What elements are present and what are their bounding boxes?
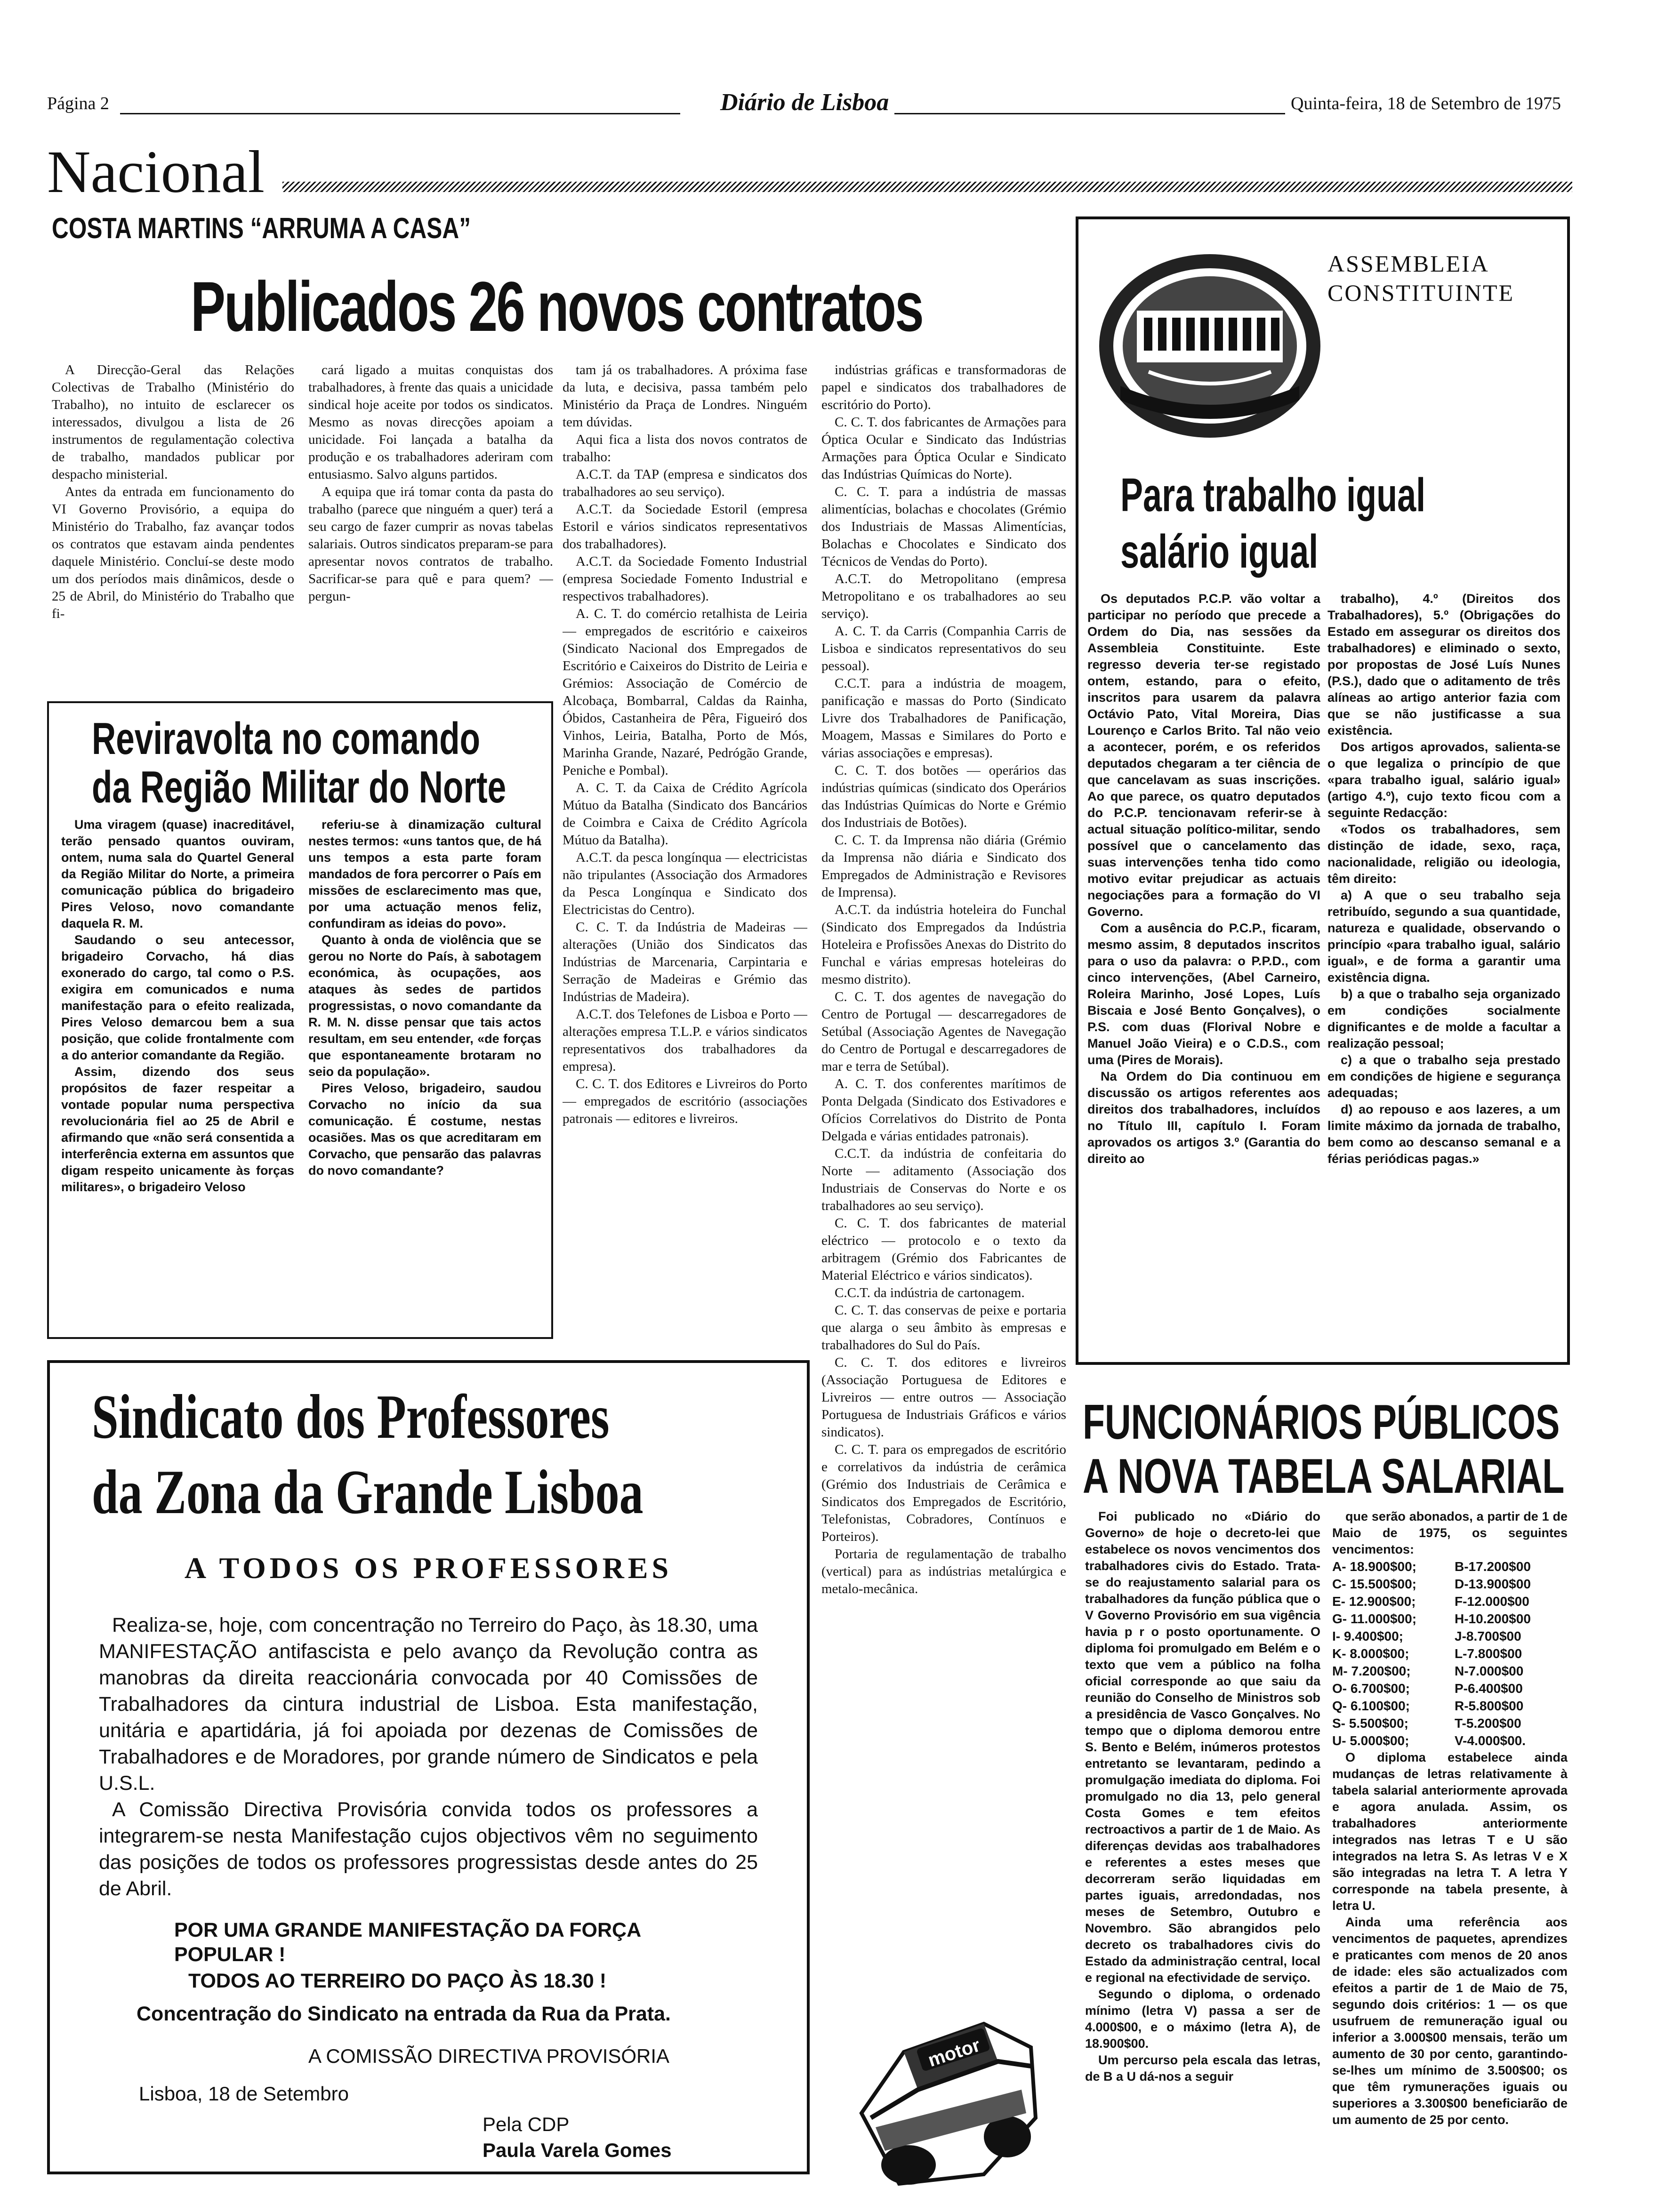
paragraph: que serão abonados, a partir de 1 de Maio de 1975, os seguintes vencimentos:	[1332, 1509, 1568, 1556]
paragraph: referiu-se à dinamização cultural nestes termos: «uns tantos que, de há uns tempos a esta parte foram mandados de fora percorrer o País em missões de esclarecimento mas que, por uma actuação menos feliz, confundiram as ideias do povo».	[308, 817, 541, 930]
lead-headline: Publicados 26 novos contratos	[191, 267, 923, 346]
assembleia-col-1	[1087, 591, 1320, 1353]
salary-cell: H-10.200$00	[1455, 1611, 1531, 1626]
paragraph: A Comissão Directiva Provisória convida todos os professores a integrarem-se nesta Manifestação cujos objectivos vêm no seguimento das posições de todos os professores progressistas desde antes do 25 de Abril.	[99, 1798, 758, 1900]
paragraph: Uma viragem (quase) inacreditável, terão pensado quantos ouviram, ontem, numa sala do Quartel General da Região Militar do Norte, a primeira comunicação pública do brigadeiro Pires Veloso, novo comandante daquela R. M.	[61, 817, 294, 930]
paragraph: C. C. T. dos fabricantes de material eléctrico — protocolo e o texto da arbitragem (Grémio dos Fabricantes de Material Eléctrico e vários sindicatos).	[821, 1216, 1066, 1283]
paragraph: A.C.T. da Sociedade Fomento Industrial (empresa Sociedade Fomento Industrial e respectivos trabalhadores).	[563, 554, 807, 604]
paragraph: Segundo o diploma, o ordenado mínimo (letra V) passa a ser de 4.000$00, e o máximo (letra A), de 18.900$00.	[1085, 1987, 1320, 2051]
paragraph: C. C. T. da Imprensa não diária (Grémio da Imprensa não diária e Sindicato dos Empregados de Administração e Revisores de Imprensa).	[821, 833, 1066, 900]
sindicato-title-1: Sindicato dos Professores	[92, 1382, 610, 1451]
paragraph: d) ao repouso e aos lazeres, a um limite máximo da jornada de trabalho, bem como ao descanso semanal e a férias periódicas pagas.»	[1327, 1102, 1560, 1166]
salary-cell: R-5.800$00	[1455, 1699, 1524, 1713]
paragraph: O diploma estabelece ainda mudanças de letras relativamente à tabela salarial anteriormente aprovada e agora anulada. Assim, os trabalhadores anteriormente integrados nas letras T e U são integrados na letra S. As letras V e X são integradas na letra T. A letra Y corresponde na tabela presente, à letra U.	[1332, 1750, 1568, 1913]
salary-cell: G- 11.000$00;	[1332, 1611, 1417, 1626]
section-title: Nacional	[47, 138, 265, 205]
assembleia-chamber-illustration	[1092, 245, 1327, 447]
assembleia-logo-line-2: CONSTITUINTE	[1327, 280, 1515, 306]
paragraph: A.C.T. dos Telefones de Lisboa e Porto — alterações empresa T.L.P. e vários sindicatos representativos dos trabalhadores da empresa).	[563, 1007, 807, 1074]
masthead-title: Diário de Lisboa	[720, 89, 889, 116]
paragraph: C. C. T. dos agentes de navegação do Centro de Portugal — descarregadores de Setúbal (Associação Agentes de Navegação do Centro de Portugal e descarregadores de mar e terra de Setúbal).	[821, 989, 1066, 1074]
page-number: Página 2	[47, 94, 109, 113]
paragraph: Com a ausência do P.C.P., ficaram, mesmo assim, 8 deputados inscritos para o uso da palavra: o P.P.D., com cinco intervenções, (Abel Carneiro, Roleira Marinho, José Lopes, Luís Biscaia e José Bento Gonçalves), o P.S. com duas (Florival Nobre e Manuel João Vieira) e o C.D.S., com uma (Pires de Morais).	[1087, 921, 1320, 1067]
paragraph: C.C.T. da indústria de confeitaria do Norte — aditamento (Associação dos Industriais de Conservas do Norte e os trabalhadores ao seu serviço).	[821, 1146, 1066, 1213]
paragraph: C. C. T. dos botões — operários das indústrias químicas (sindicato dos Operários das Indústrias Químicas do Norte e Grémio dos Industriais de Botões).	[821, 763, 1066, 830]
paragraph: C. C. T. para os empregados de escritório e correlativos da indústria de cerâmica (Grémio dos Industriais de Cerâmica e Sindicatos dos Empregados de Escritório, Telefonistas, Cobradores, Contínuos e Porteiros).	[821, 1442, 1066, 1544]
funcionarios-headline-1: FUNCIONÁRIOS PÚBLICOS	[1083, 1395, 1560, 1450]
salary-cell: P-6.400$00	[1455, 1681, 1523, 1696]
norte-headline-2: da Região Militar do Norte	[92, 762, 507, 812]
funcionarios-headline-2: A NOVA TABELA SALARIAL	[1083, 1449, 1565, 1504]
salary-cell: A- 18.900$00;	[1332, 1559, 1417, 1574]
paragraph: Na Ordem do Dia continuou em discussão os artigos referentes aos direitos dos trabalhadores, incluídos no Título III, capítulo I. Foram aprovados os artigos 3.º (Garantia do direito ao	[1087, 1069, 1320, 1166]
assembleia-logo-line-1: ASSEMBLEIA	[1327, 250, 1489, 277]
paragraph: A.C.T. da indústria hoteleira do Funchal (Sindicato dos Empregados da Indústria Hoteleira e Profissões Anexas do Distrito do Funchal e várias empresas hoteleiras do mesmo distrito).	[821, 902, 1066, 987]
funcionarios-col-1	[1085, 1508, 1320, 2210]
paragraph: Pires Veloso, brigadeiro, saudou Corvacho no início da sua comunicação. É costume, nestas ocasiões. Mas os que acreditaram em Corvacho, que pensarão das palavras do novo comandante?	[308, 1081, 541, 1178]
paragraph: «Todos os trabalhadores, sem distinção de idade, sexo, raça, nacionalidade, religião ou ideologia, têm direito:	[1327, 822, 1560, 886]
paragraph: c) a que o trabalho seja prestado em condições de higiene e segurança adequadas;	[1327, 1053, 1560, 1100]
paragraph: Saudando o seu antecessor, brigadeiro Corvacho, há dias exonerado do cargo, tal como o P.S. exigira em comunicados e numa manifestação para o efeito realizada, Pires Veloso demarcou bem a sua posição, que colide frontalmente com a do anterior comandante da Região.	[61, 933, 294, 1062]
assembleia-col-2	[1327, 591, 1560, 1353]
salary-table	[1332, 1558, 1568, 1749]
lead-col-2	[308, 361, 553, 686]
masthead-rule-left	[120, 113, 680, 114]
sindicato-slogan-1: POR UMA GRANDE MANIFESTAÇÃO DA FORÇA POPULAR !	[174, 1919, 641, 1966]
norte-headline-1: Reviravolta no comando	[92, 713, 481, 764]
paragraph: b) a que o trabalho seja organizado em condições socialmente dignificantes e de molde a facultar a realização pessoal;	[1327, 987, 1560, 1050]
paragraph: A.C.T. do Metropolitano (empresa Metropolitano e os trabalhadores ao seu serviço).	[821, 571, 1066, 621]
salary-cell: O- 6.700$00;	[1332, 1681, 1410, 1696]
paragraph: Realiza-se, hoje, com concentração no Terreiro do Paço, às 18.30, uma MANIFESTAÇÃO antifascista e pelo avanço da Revolução contra as manobras da direita reaccionária convocada por 40 Comissões de Trabalhadores da cintura industrial de Lisboa. Esta manifestação, unitária e apartidária, já foi apoiada por dezenas de Comissões de Trabalhadores e de Moradores, por grande número de Sindicatos e pela U.S.L.	[99, 1614, 758, 1795]
sindicato-signoff: A COMISSÃO DIRECTIVA PROVISÓRIA	[308, 2045, 670, 2067]
salary-cell: Q- 6.100$00;	[1332, 1699, 1410, 1713]
lead-col-4	[821, 361, 1066, 2056]
masthead-date: Quinta-feira, 18 de Setembro de 1975	[1291, 94, 1561, 113]
paragraph: C.C.T. para a indústria de moagem, panificação e massas do Porto (Sindicato Livre dos Trabalhadores de Panificação, Moagem, Massas e Similares do Porto e várias associações e empresas).	[821, 676, 1066, 761]
salary-cell: U- 5.000$00;	[1332, 1733, 1409, 1748]
salary-cell: F-12.000$00	[1455, 1594, 1529, 1609]
salary-cell: S- 5.500$00;	[1332, 1716, 1408, 1731]
norte-col-2	[308, 817, 541, 1330]
paragraph: C. C. T. da Indústria de Madeiras — alterações (União dos Sindicatos das Indústrias de Marcenaria, Carpintaria e Serração de Madeiras e Grémio das Indústrias de Madeira).	[563, 920, 807, 1004]
sindicato-place-date: Lisboa, 18 de Setembro	[139, 2083, 349, 2105]
sindicato-body	[99, 1612, 758, 1904]
section-hatch-bar	[282, 182, 1572, 192]
sindicato-slogan-3: Concentração do Sindicato na entrada da Rua da Prata.	[137, 2003, 671, 2025]
masthead-rule-right	[894, 113, 1285, 114]
sindicato-name: Paula Varela Gomes	[483, 2139, 672, 2161]
paragraph: Ainda uma referência aos vencimentos de paquetes, aprendizes e praticantes com menos de 20 anos de idade: eles são actualizados com efeitos a partir de 1 de Maio de 75, segundo dois critérios: 1 — os que usufruem de remuneração igual ou inferior a 3.000$00 mensais, terão um aumento de 30 por cento, garantindo-se-lhes um mínimo de 3.500$00; os que têm rymunerações iguais ou superiores a 3.300$00 beneficiarão de um aumento de 25 por cento.	[1332, 1915, 1568, 2127]
salary-cell: M- 7.200$00;	[1332, 1664, 1411, 1678]
sindicato-subtitle: A TODOS OS PROFESSORES	[184, 1551, 673, 1585]
funcionarios-col-2	[1332, 1508, 1568, 2210]
paragraph: A. C. T. do comércio retalhista de Leiria — empregados de escritório e caixeiros (Sindicato Nacional dos Empregados de Escritório e Caixeiros do Distrito de Leiria e Grémios: Associação de Comércio de Alcobaça, Bombarral, Caldas da Rainha, Óbidos, Castanheira de Pêra, Figueiró dos Vinhos, Leiria, Batalha, Porto de Mós, Marinha Grande, Nazaré, Pedrógão Grande, Peniche e Pombal).	[563, 606, 807, 778]
paragraph: indústrias gráficas e transformadoras de papel e sindicatos dos trabalhadores de escritório do Porto).	[821, 362, 1066, 412]
paragraph: Assim, dizendo dos seus propósitos de fazer respeitar a vontade popular numa perspectiva revolucionária fiel ao 25 de Abril e afirmando que «não será consentida a interferência externa em assuntos que digam respeito unicamente às forças militares», o brigadeiro Veloso	[61, 1065, 294, 1194]
paragraph: C. C. T. para a indústria de massas alimentícias, bolachas e chocolates (Grémio dos Industriais de Massas Alimentícias, Bolachas e Chocolates e Sindicato dos Técnicos de Vendas do Porto).	[821, 484, 1066, 569]
salary-cell: N-7.000$00	[1455, 1664, 1524, 1678]
paragraph: Quanto à onda de violência que se gerou no Norte do País, à sabotagem económica, às ocupações, aos ataques às sedes de partidos progressistas, o novo comandante da R. M. N. disse pensar que tais actos resultam, em seu entender, «de forças que espontaneamente brotaram no seio da população».	[308, 933, 541, 1079]
salary-cell: E- 12.900$00;	[1332, 1594, 1416, 1609]
paragraph: Antes da entrada em funcionamento do VI Governo Provisório, a equipa do Ministério do Trabalho, faz avançar todos os contratos que estavam ainda pendentes daquele Ministério. Concluí-se deste modo um dos períodos mais dinâmicos, desde o 25 de Abril, do Ministério do Trabalho que fi-	[52, 484, 294, 621]
paragraph: Portaria de regulamentação de trabalho (vertical) para as indústrias metalúrgica e metalo-mecânica.	[821, 1547, 1066, 1596]
paragraph: A. C. T. da Caixa de Crédito Agrícola Mútuo da Batalha (Sindicato dos Bancários de Coimbra e Caixa de Crédito Agrícola Mútuo da Batalha).	[563, 780, 807, 848]
salary-cell: V-4.000$00.	[1455, 1733, 1526, 1748]
lead-col-3	[563, 361, 807, 1345]
paragraph: A. C. T. da Carris (Companhia Carris de Lisboa e sindicatos representativos do seu pessoal).	[821, 624, 1066, 673]
paragraph: C. C. T. dos fabricantes de Armações para Óptica Ocular e Sindicato das Indústrias Armações para Óptica Ocular e Sindicato das Indústrias Químicas do Norte).	[821, 415, 1066, 482]
lead-col-1	[52, 361, 294, 686]
paragraph: C. C. T. dos editores e livreiros (Associação Portuguesa de Editores e Livreiros — entre outros — Associação Portuguesa de Industriais Gráficos e vários sindicatos).	[821, 1355, 1066, 1440]
motor-car-illustration	[843, 1996, 1050, 2198]
salary-cell: J-8.700$00	[1455, 1629, 1521, 1643]
paragraph: A.C.T. da Sociedade Estoril (empresa Estoril e vários sindicatos representativos dos trabalhadores).	[563, 502, 807, 552]
assembleia-headline-2: salário igual	[1120, 525, 1319, 578]
paragraph: C. C. T. das conservas de peixe e portaria que alarga o seu âmbito às empresas e trabalhadores do Sul do País.	[821, 1303, 1066, 1353]
paragraph: tam já os trabalhadores. A próxima fase da luta, e decisiva, passa também pelo Ministério da Praça de Londres. Ninguém tem dúvidas.	[563, 362, 807, 430]
paragraph: a) A que o seu trabalho seja retribuído, segundo a sua quantidade, natureza e qualidade, observando o princípio «para trabalho igual, salário igual», e de forma a garantir uma existência digna.	[1327, 888, 1560, 985]
salary-cell: T-5.200$00	[1455, 1716, 1521, 1731]
sindicato-slogan-2: TODOS AO TERREIRO DO PAÇO ÀS 18.30 !	[188, 1970, 607, 1992]
motor-brand-text: motor	[925, 2035, 983, 2071]
salary-cell: I- 9.400$00;	[1332, 1629, 1403, 1643]
sindicato-by: Pela CDP	[483, 2113, 570, 2135]
sindicato-title-2: da Zona da Grande Lisboa	[92, 1457, 643, 1527]
paragraph: Os deputados P.C.P. vão voltar a participar no período que precede a Ordem do Dia, nas sessões da Assembleia Constituinte. Este regresso deveria ter-se registado ontem, estando, para o efeito, inscritos para usarem da palavra Octávio Pato, Vital Moreira, Dias Lourenço e Carlos Brito. Tal não veio a acontecer, porém, e os referidos deputados chegaram a ter ciência de que cancelavam as suas inscrições. Ao que parece, os quatro deputados do P.C.P. tencionavam referir-se à actual situação político-militar, sendo possível que o cancelamento das suas intervenções tenha tido como motivo evitar prejudicar as actuais negociações para a formação do VI Governo.	[1087, 592, 1320, 919]
paragraph: trabalho), 4.º (Direitos dos Trabalhadores), 5.º (Obrigações do Estado em assegurar os direitos dos trabalhadores) e eliminado o sexto, por propostas de José Luís Nunes (P.S.), dado que o aditamento de três alíneas ao artigo anterior fazia com que se não justificasse a sua existência.	[1327, 592, 1560, 737]
paragraph: A.C.T. da pesca longínqua — electricistas não tripulantes (Associação dos Armadores da Pesca Longínqua e Sindicato dos Electricistas do Centro).	[563, 850, 807, 917]
paragraph: Dos artigos aprovados, salienta-se o que legaliza o princípio de que «para trabalho igual, salário igual» (artigo 4.º), cujo texto ficou com a seguinte Redacção:	[1327, 740, 1560, 820]
paragraph: A. C. T. dos conferentes marítimos de Ponta Delgada (Sindicato dos Estivadores e Ofícios Correlativos do Distrito de Ponta Delgada e várias entidades patronais).	[821, 1076, 1066, 1144]
paragraph: C. C. T. dos Editores e Livreiros do Porto — empregados de escritório (associações patronais — editores e livreiros.	[563, 1076, 807, 1126]
salary-cell: D-13.900$00	[1455, 1577, 1531, 1591]
paragraph: cará ligado a muitas conquistas dos trabalhadores, à frente das quais a unicidade sindical hoje aceite por todos os sindicatos. Mesmo as novas direcções apoiam a unicidade. Foi lançada a batalha da produção e os trabalhadores aderiram com entusiasmo. Salvo alguns partidos.	[308, 362, 553, 482]
paragraph: A equipa que irá tomar conta da pasta do trabalho (parece que ninguém a quer) terá a seu cargo de fazer cumprir as novas tabelas salariais. Outros sindicatos preparam-se para apresentar novos contratos de trabalho. Sacrificar-se para quê e para quem? — pergun-	[308, 484, 553, 604]
salary-cell: C- 15.500$00;	[1332, 1577, 1417, 1591]
paragraph: Foi publicado no «Diário do Governo» de hoje o decreto-lei que estabelece os novos vencimentos dos trabalhadores civis do Estado. Trata-se do reajustamento salarial para os trabalhadores da função pública que o V Governo Provisório em sua vigência havia p r o posto oportunamente. O diploma foi promulgado em Belém e o texto que vem a público na folha oficial corresponde ao que saiu da reunião do Conselho de Ministros sob a presidência de Vasco Gonçalves. No tempo que o diploma demorou entre S. Bento e Belém, inúmeros protestos entretanto se levantaram, pedindo a promulgação imediata do diploma. Foi promulgado no dia 13, pelo general Costa Gomes e tem efeitos rectroactivos a partir de 1 de Maio. As diferenças devidas aos trabalhadores e referentes a estes meses que decorreram serão liquidadas em partes iguais, arredondadas, nos meses de Setembro, Outubro e Novembro. São abrangidos pelo decreto os trabalhadores civis do Estado da administração central, local e regional na efectividade de serviço.	[1085, 1509, 1320, 1985]
salary-cell: K- 8.000$00;	[1332, 1646, 1409, 1661]
salary-cell: B-17.200$00	[1455, 1559, 1531, 1574]
paragraph: Um percurso pela escala das letras, de B a U dá-nos a seguir	[1085, 2053, 1320, 2084]
norte-col-1	[61, 817, 294, 1330]
lead-kicker: COSTA MARTINS “ARRUMA A CASA”	[52, 212, 471, 245]
paragraph: Aqui fica a lista dos novos contratos de trabalho:	[563, 432, 807, 465]
paragraph: C.C.T. da indústria de cartonagem.	[835, 1285, 1025, 1300]
paragraph: A Direcção-Geral das Relações Colectivas de Trabalho (Ministério do Trabalho), no intuito de esclarecer os interessados, divulgou a lista de 26 instrumentos de regulamentação colectiva de trabalho, mandados publicar por despacho ministerial.	[52, 362, 294, 482]
assembleia-headline-1: Para trabalho igual	[1120, 469, 1426, 521]
salary-cell: L-7.800$00	[1455, 1646, 1522, 1661]
paragraph: A.C.T. da TAP (empresa e sindicatos dos trabalhadores ao seu serviço).	[563, 467, 807, 499]
